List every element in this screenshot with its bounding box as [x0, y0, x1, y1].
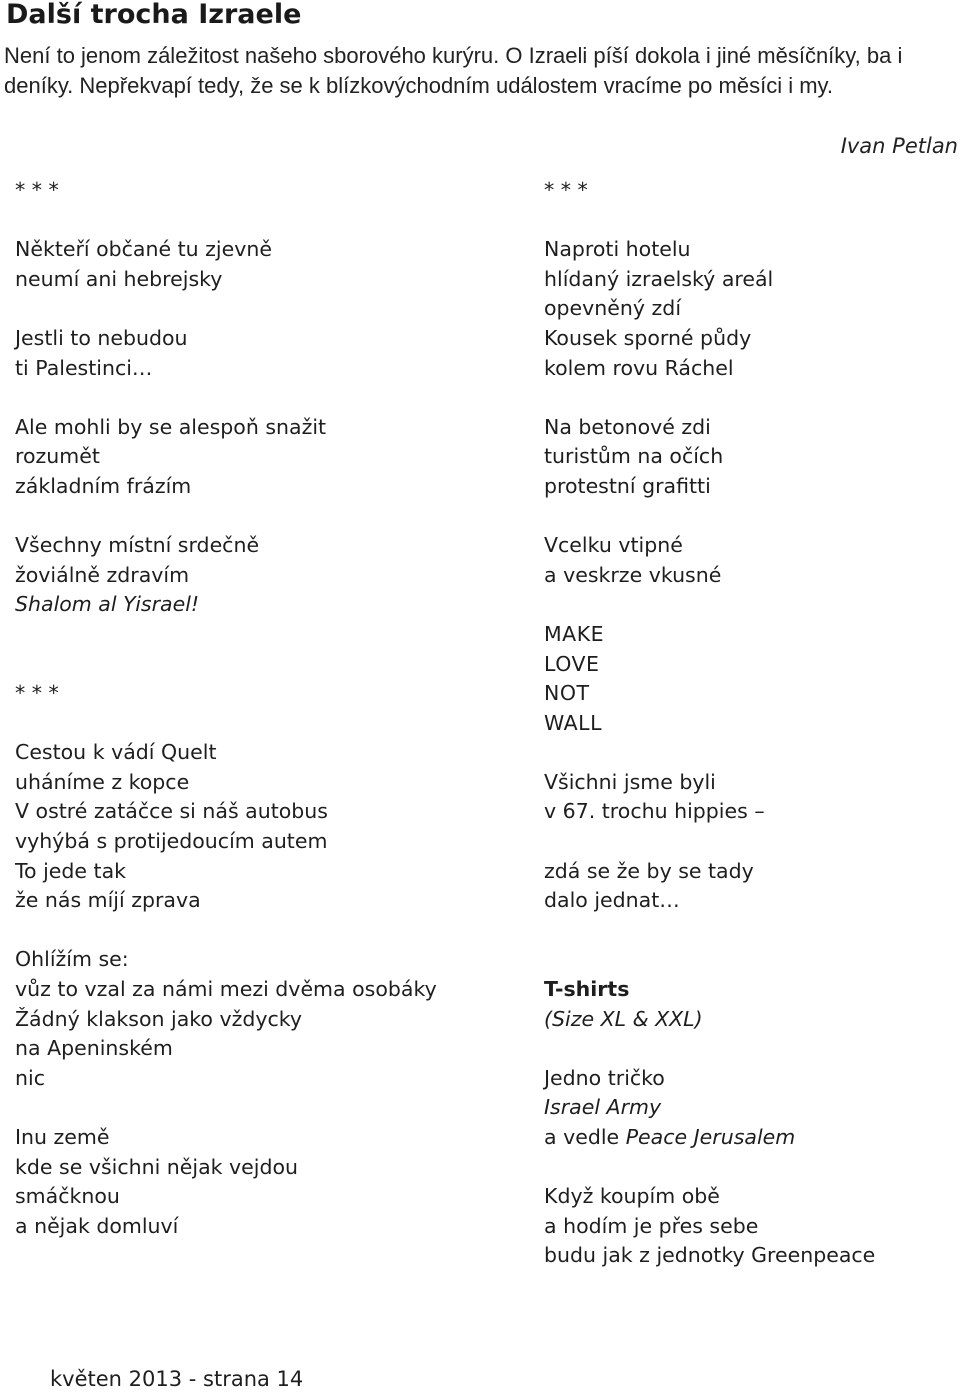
poem-line: Všechny místní srdečně	[15, 533, 260, 558]
poem-line: vyhýbá s protijedoucím autem	[15, 829, 328, 854]
poem-line	[544, 1123, 954, 1153]
poem-line: rozumět	[15, 444, 100, 469]
poem-line: na Apeninském	[15, 1036, 173, 1061]
poem-line: dalo jednat…	[544, 888, 680, 913]
poem-line: základním frázím	[15, 473, 192, 498]
poem-line: Všichni jsme byli	[544, 769, 716, 794]
poem-line: Inu země	[15, 1125, 110, 1149]
graffiti-line: WALL	[544, 710, 603, 735]
article-intro: Není to jenom záležitost našeho sborového kurýru. O Izraeli píší dokola i jiné měsíčníky, ba i deníky. Nepřekvapí tedy, že se k blízkovýchodním událostem vracíme po měsíci i my.	[4, 43, 903, 98]
poem-line-bold: T-shirts	[544, 977, 630, 1002]
poem-line: V ostré zatáčce si náš autobus	[15, 799, 328, 824]
poem-line: hlídaný izraelský areál	[544, 266, 774, 291]
page-footer: květen 2013 - strana 14	[50, 1367, 304, 1391]
left-poem-column	[15, 176, 515, 1241]
poem-line: Někteří občané tu zjevně	[15, 237, 272, 262]
poem-line: uháníme z kopce	[15, 769, 190, 794]
poem-line: Cestou k vádí Quelt	[15, 740, 217, 765]
poem-text-italic: Peace Jerusalem	[625, 1125, 796, 1149]
poem-line: v 67. trochu hippies –	[544, 799, 765, 824]
poem-line: turistům na očích	[544, 444, 724, 469]
poem-line: opevněný zdí	[544, 296, 682, 321]
graffiti-line: LOVE	[544, 651, 600, 676]
poem-line: smáčknou	[15, 1184, 120, 1209]
poem-line: že nás míjí zprava	[15, 888, 201, 913]
poem-line: protestní grafitti	[544, 473, 711, 498]
poem-line: Ohlížím se:	[15, 947, 129, 972]
poem-line: Kousek sporné půdy	[544, 325, 752, 350]
poem-line: zdá se že by se tady	[544, 858, 754, 883]
right-poem-column	[544, 176, 954, 1271]
poem-line: Jestli to nebudou	[15, 325, 188, 350]
article-title: Další trocha Izraele	[6, 0, 302, 30]
poem-line: budu jak z jednotky Greenpeace	[544, 1243, 876, 1268]
poem-line-italic: (Size XL & XXL)	[544, 1006, 703, 1031]
poem-line-italic: Shalom al Yisrael!	[15, 592, 200, 617]
poem-line: a veskrze vkusné	[544, 562, 722, 587]
poem-line: vůz to vzal za námi mezi dvěma osobáky	[15, 977, 437, 1002]
stanza-separator: * * *	[15, 178, 59, 202]
poem-line: Naproti hotelu	[544, 237, 691, 262]
stanza-separator: * * *	[544, 178, 588, 202]
poem-line-italic: Israel Army	[544, 1095, 662, 1120]
graffiti-line: NOT	[544, 681, 590, 706]
poem-line: nic	[15, 1065, 45, 1090]
poem-line: Na betonové zdi	[544, 414, 711, 439]
poem-line: a hodím je přes sebe	[544, 1213, 759, 1238]
poem-line: ti Palestinci…	[15, 355, 153, 380]
stanza-separator: * * *	[15, 681, 59, 706]
article-author: Ivan Petlan	[840, 134, 958, 158]
poem-line: neumí ani hebrejsky	[15, 266, 223, 291]
poem-line: a nějak domluví	[15, 1213, 179, 1238]
poem-line: Když koupím obě	[544, 1184, 720, 1209]
poem-line: kde se všichni nějak vejdou	[15, 1154, 299, 1179]
poem-line: kolem rovu Ráchel	[544, 355, 734, 380]
poem-line: Vcelku vtipné	[544, 533, 683, 558]
poem-line: Žádný klakson jako vždycky	[15, 1006, 303, 1031]
poem-line: Ale mohli by se alespoň snažit	[15, 414, 327, 439]
poem-line: To jede tak	[15, 858, 127, 883]
graffiti-line: MAKE	[544, 621, 605, 646]
poem-line: žoviálně zdravím	[15, 562, 190, 587]
poem-text: a vedle	[544, 1125, 620, 1149]
poem-line: Jedno tričko	[544, 1065, 665, 1090]
